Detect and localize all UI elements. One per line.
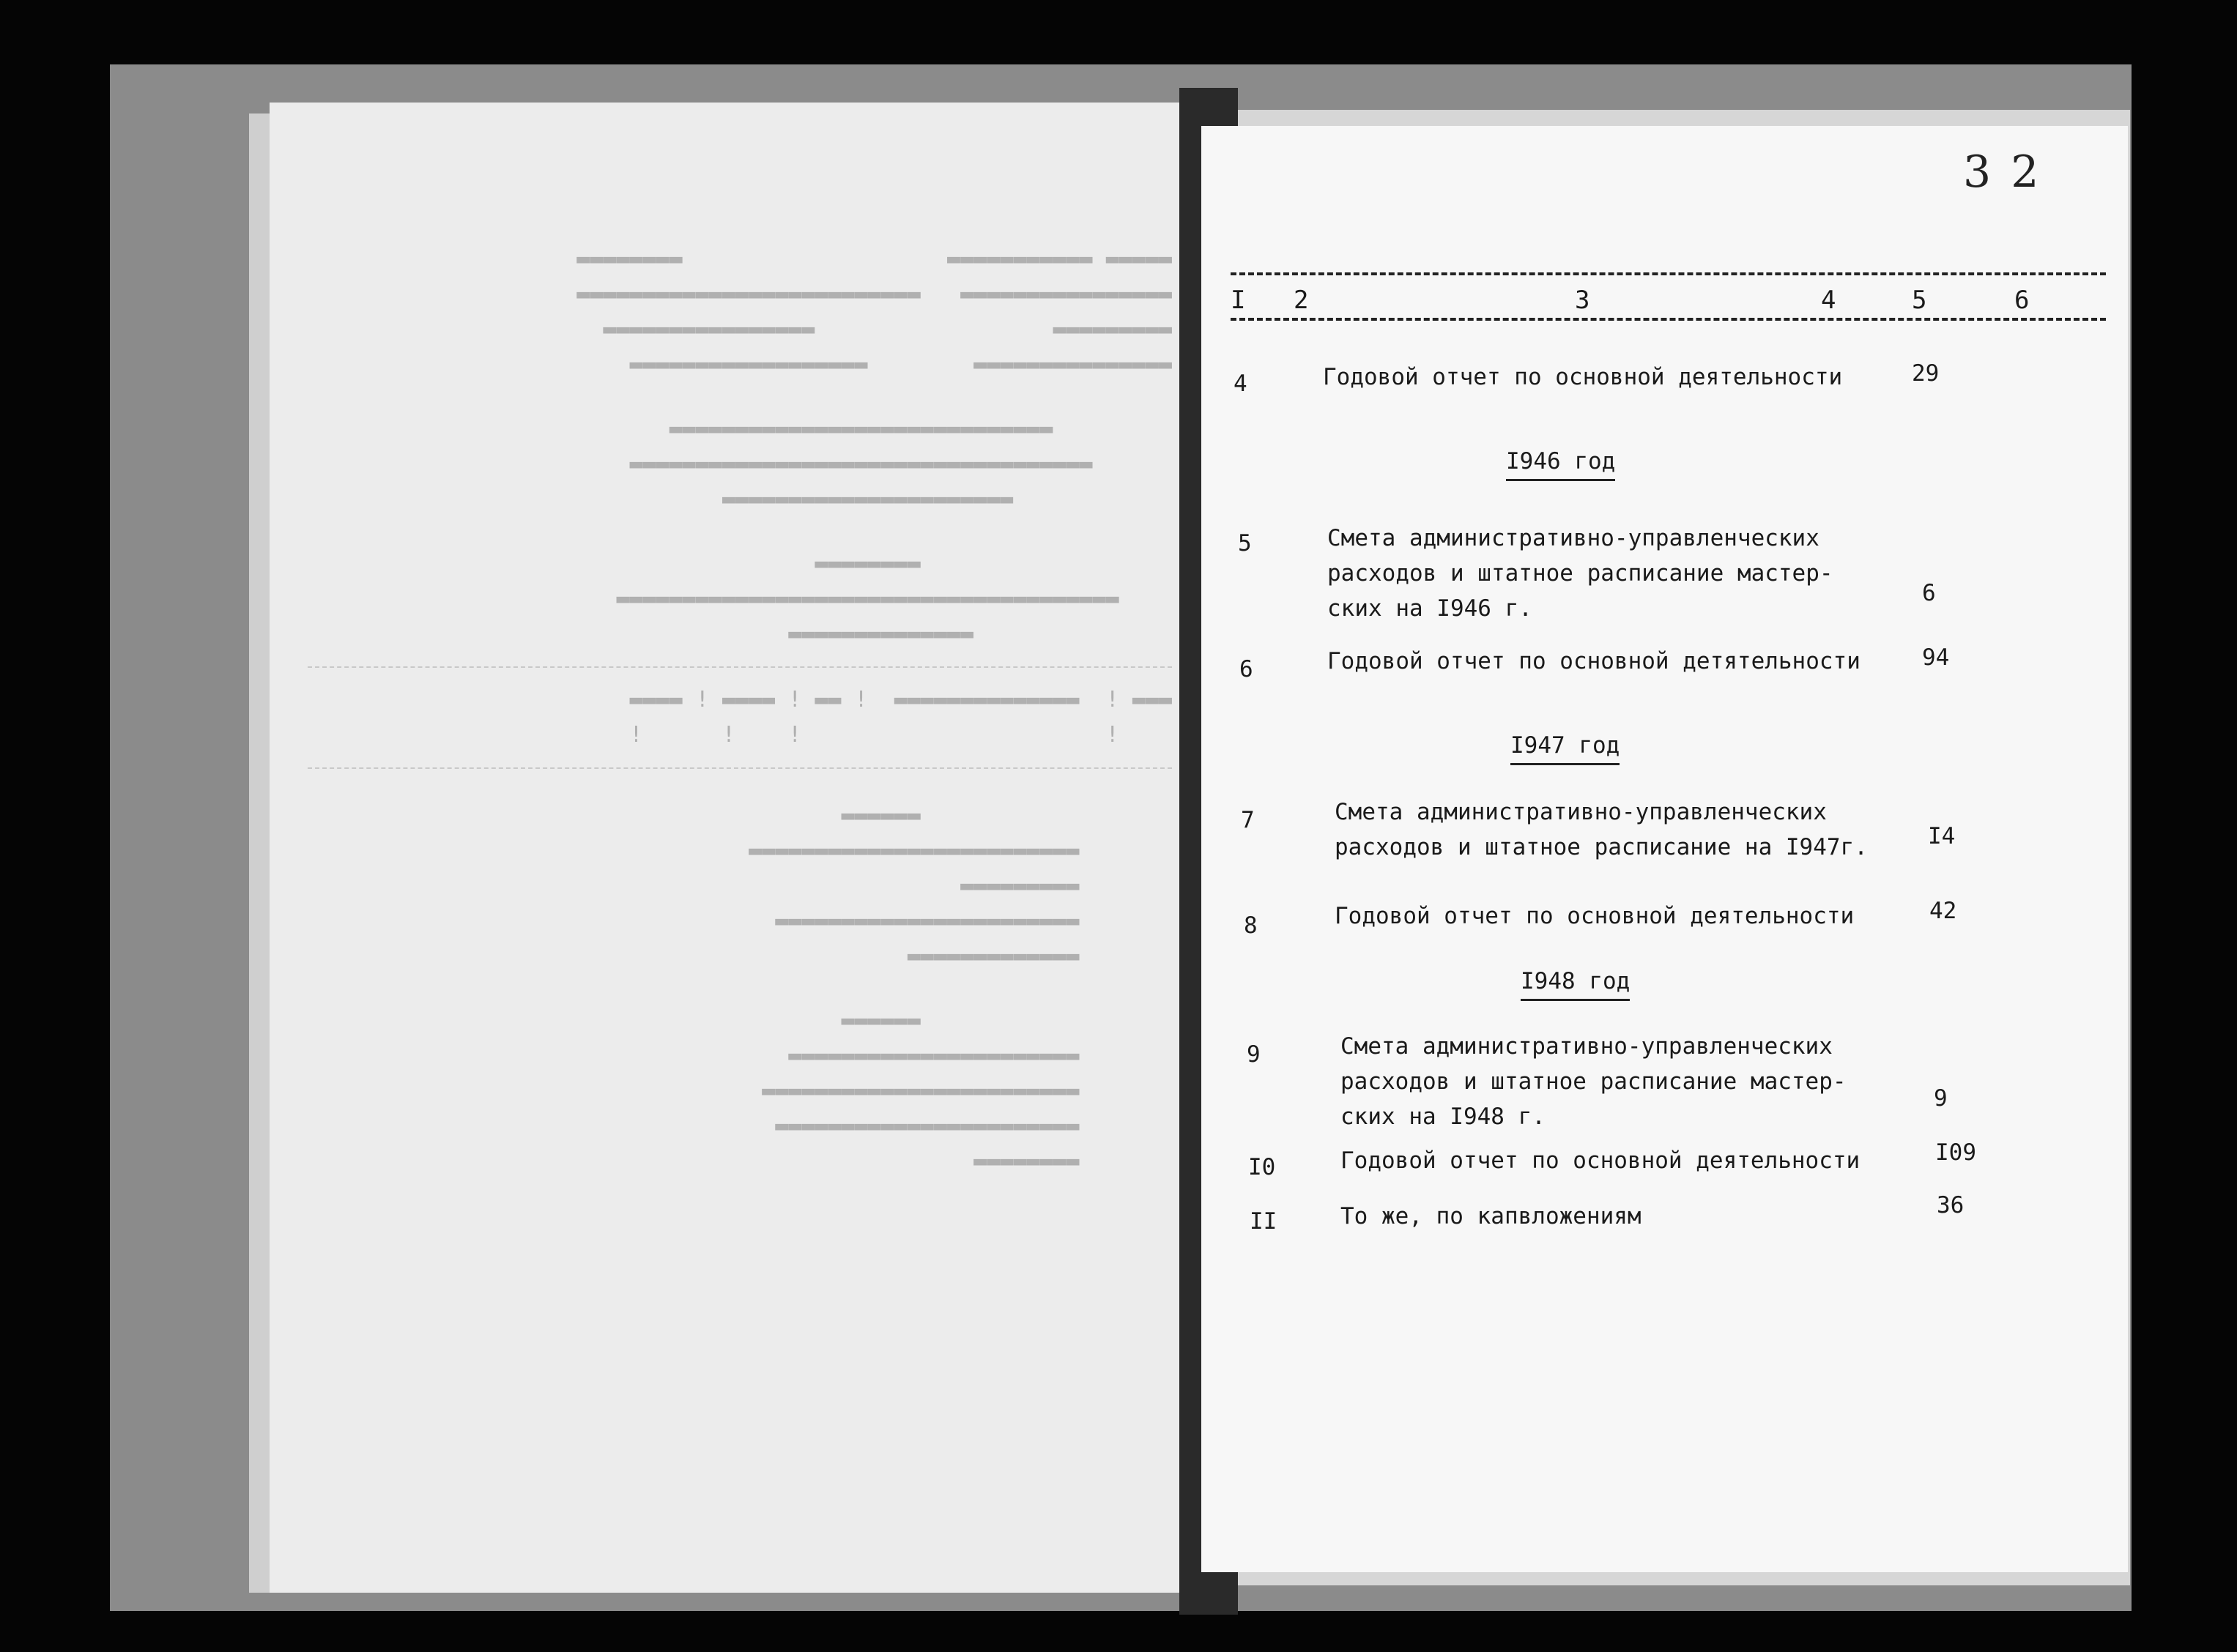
handwritten-page-number: 3 2 <box>1963 146 2042 198</box>
left-page-show-through: ▬▬▬▬▬ ▬▬▬▬▬▬▬▬▬▬▬ ▬▬▬▬▬▬▬▬ ▬▬▬▬▬▬▬▬▬▬▬▬▬▬▬▬ ▬▬▬▬▬▬▬▬▬▬▬▬▬▬▬▬▬▬▬▬▬▬▬▬▬▬ ▬▬▬▬▬▬▬▬▬ ▬▬▬▬▬▬▬▬▬▬▬▬▬▬▬▬ ▬▬▬▬▬▬▬▬▬▬▬▬▬▬▬ ▬▬▬▬▬▬▬▬▬▬▬▬▬▬▬▬▬▬ ▬▬▬▬▬▬▬▬▬▬▬▬▬▬▬▬▬▬▬▬▬▬▬▬▬▬▬▬▬ ▬▬▬▬▬▬▬▬▬▬▬▬▬▬▬▬▬▬▬▬▬▬▬▬▬▬▬▬▬▬▬▬▬▬▬ ▬▬▬▬▬▬▬▬▬▬▬▬▬▬▬▬▬▬▬▬▬▬ ▬▬▬▬▬▬▬▬ ▬▬▬▬▬▬▬▬▬▬▬▬▬▬▬▬▬▬▬▬▬▬▬▬▬▬▬▬▬▬▬▬▬▬▬▬▬▬ ▬▬▬▬▬▬▬▬▬▬▬▬▬▬ ▬▬▬ ! ▬▬▬▬▬▬▬▬▬▬▬▬▬▬ ! ▬▬ ! ▬▬▬▬ ! ▬▬▬▬ ! ! ! ! ▬▬▬▬▬▬ ▬▬▬▬▬▬▬▬▬▬▬▬▬▬▬▬▬▬▬▬▬▬▬▬▬ ▬▬▬▬▬▬▬▬▬ ▬▬▬▬▬▬▬▬▬▬▬▬▬▬▬▬▬▬▬▬▬▬▬ ▬▬▬▬▬▬▬▬▬▬▬▬▬ ▬▬▬▬▬▬ ▬▬▬▬▬▬▬▬▬▬▬▬▬▬▬▬▬▬▬▬▬▬ ▬▬▬▬▬▬▬▬▬▬▬▬▬▬▬▬▬▬▬▬▬▬▬▬ ▬▬▬▬▬▬▬▬▬▬▬▬▬▬▬▬▬▬▬▬▬▬▬ ▬▬▬▬▬▬▬▬ <box>293 242 1172 1450</box>
year-heading: I948 год <box>1521 968 1630 1001</box>
table-top-rule <box>1231 272 2106 275</box>
entry-title-line: ских на I948 г. <box>1340 1104 1546 1130</box>
entry-title-line: ских на I946 г. <box>1327 595 1532 622</box>
column-header: 2 <box>1294 286 1309 315</box>
entry-title-line: расходов и штатное расписание на I947г. <box>1335 834 1868 860</box>
entry-title: Годовой отчет по основной детятельности <box>1327 648 1861 674</box>
column-header: 6 <box>2014 286 2030 315</box>
entry-title: Годовой отчет по основной деятельности <box>1340 1147 1861 1174</box>
column-header: 4 <box>1821 286 1836 315</box>
column-header: 5 <box>1912 286 1927 315</box>
entry-title: То же, по капвложениям <box>1340 1203 1641 1229</box>
entry-title-line: Смета административно-управленческих <box>1335 799 1827 825</box>
table-header-rule <box>1231 318 2106 321</box>
entry-number: 7 <box>1241 807 1255 833</box>
entry-number: 4 <box>1233 371 1247 397</box>
entry-pages: 42 <box>1929 898 1957 924</box>
column-header: I <box>1231 286 1246 315</box>
entry-title-line: Смета административно-управленческих <box>1340 1033 1833 1060</box>
entry-number: II <box>1250 1208 1277 1235</box>
entry-pages: I4 <box>1928 823 1956 849</box>
year-heading: I946 год <box>1506 448 1615 481</box>
entry-title-line: расходов и штатное расписание мастер- <box>1327 560 1833 587</box>
entry-pages: 94 <box>1922 644 1950 671</box>
entry-pages: 36 <box>1937 1192 1965 1218</box>
entry-title: Годовой отчет по основной деятельности <box>1323 364 1843 390</box>
entry-title: Годовой отчет по основной деятельности <box>1335 903 1855 929</box>
entry-title-line: расходов и штатное расписание мастер- <box>1340 1068 1847 1095</box>
entry-number: 5 <box>1238 530 1252 557</box>
entry-number: 6 <box>1239 656 1253 682</box>
entry-number: 8 <box>1244 912 1258 939</box>
entry-pages: 29 <box>1912 360 1940 387</box>
entry-number: 9 <box>1247 1041 1261 1068</box>
column-header: 3 <box>1575 286 1590 315</box>
entry-pages: 6 <box>1922 580 1936 606</box>
entry-pages: I09 <box>1935 1139 1976 1166</box>
year-heading: I947 год <box>1510 732 1620 765</box>
entry-number: I0 <box>1248 1154 1276 1180</box>
entry-title-line: Смета административно-управленческих <box>1327 525 1819 551</box>
entry-pages: 9 <box>1934 1085 1948 1112</box>
